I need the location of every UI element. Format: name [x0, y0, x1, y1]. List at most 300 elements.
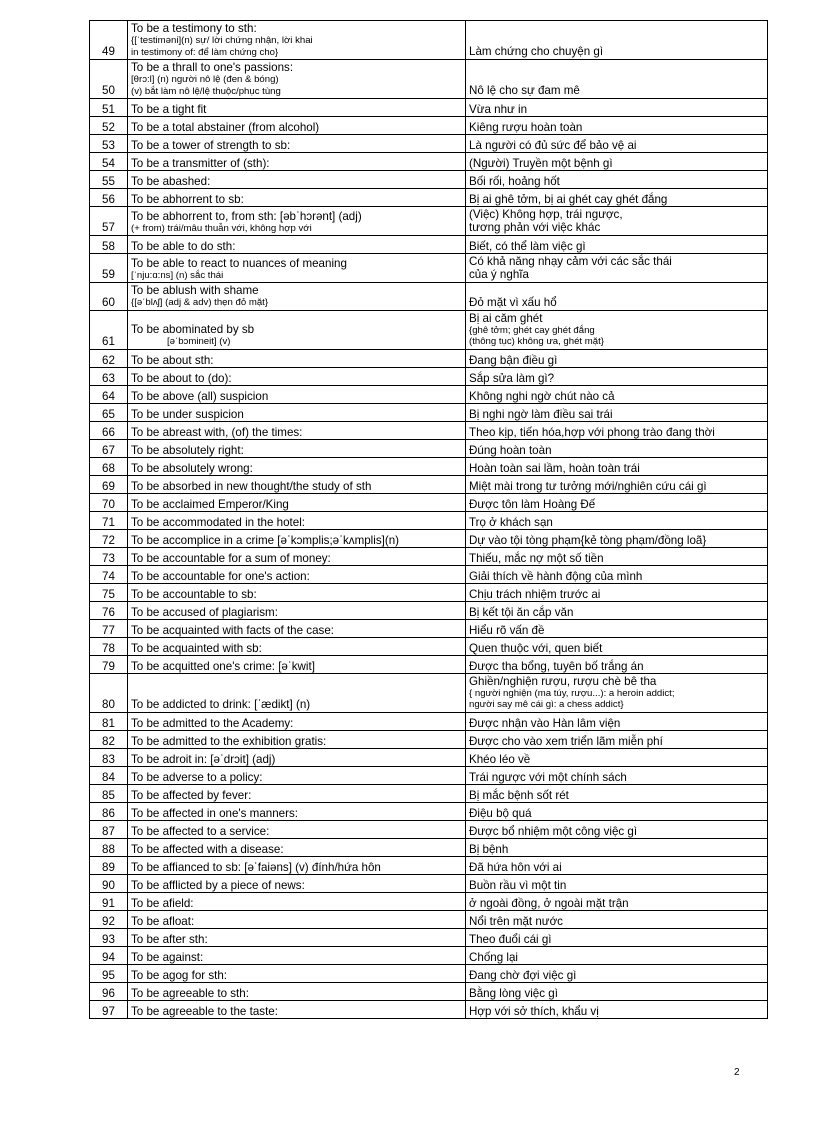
table-row: [90, 964, 768, 982]
english-phrase-cell: [128, 439, 466, 457]
vietnamese-meaning-line: Theo đuổi cái gì: [469, 932, 552, 946]
english-phrase-cell: [128, 385, 466, 403]
vietnamese-meaning-line: Hoàn toàn sai lầm, hoàn toàn trái: [469, 461, 640, 475]
english-phrase-line: To be acquainted with facts of the case:: [131, 623, 335, 637]
vietnamese-meaning-line: Bị mắc bệnh sốt rét: [469, 788, 569, 802]
vietnamese-meaning-line: Đang bận điều gì: [469, 353, 558, 367]
row-number: 51: [90, 99, 128, 117]
english-phrase-line: To be above (all) suspicion: [131, 389, 269, 403]
row-number: 56: [90, 189, 128, 207]
english-phrase-cell: [128, 982, 466, 1000]
english-phrase-cell: [128, 421, 466, 439]
english-phrase-cell: [128, 673, 466, 712]
table-row: [90, 874, 768, 892]
table-row: [90, 928, 768, 946]
row-number: 65: [90, 403, 128, 421]
vietnamese-meaning-cell: [466, 99, 768, 117]
vietnamese-meaning-cell: [466, 673, 768, 712]
vietnamese-meaning-line: Được nhận vào Hàn lâm viện: [469, 716, 621, 730]
english-phrase-line: To be able to do sth:: [131, 240, 236, 253]
vietnamese-meaning-line: Được cho vào xem triển lãm miễn phí: [469, 734, 663, 748]
vietnamese-meaning-line: Hiểu rõ vấn đề: [469, 623, 545, 637]
vietnamese-meaning-cell: [466, 802, 768, 820]
english-phrase-line: To be a thrall to one's passions:: [131, 61, 294, 74]
vietnamese-meaning-cell: [466, 946, 768, 964]
english-phrase-line: To be against:: [131, 950, 204, 964]
table-row: [90, 784, 768, 802]
vietnamese-meaning-cell: [466, 892, 768, 910]
table-row: [90, 135, 768, 153]
vietnamese-meaning-cell: [466, 511, 768, 529]
row-number: 96: [90, 982, 128, 1000]
english-phrase-cell: [128, 153, 466, 171]
table-row: [90, 153, 768, 171]
table-row: [90, 946, 768, 964]
english-phrase-line: (+ from) trái/mâu thuẫn với, không hợp với: [131, 222, 312, 234]
vietnamese-meaning-line: Hợp với sở thích, khẩu vị: [469, 1004, 599, 1018]
vietnamese-meaning-line: Không nghi ngờ chút nào cả: [469, 389, 615, 403]
vietnamese-meaning-line: Miệt mài trong tư tưởng mới/nghiên cứu cái gì: [469, 479, 707, 493]
vietnamese-meaning-line: của ý nghĩa: [469, 268, 529, 281]
vietnamese-meaning-line: Là người có đủ sức để bảo vệ ai: [469, 139, 637, 152]
english-phrase-line: To be agog for sth:: [131, 968, 228, 982]
english-phrase-cell: [128, 712, 466, 730]
vietnamese-meaning-cell: [466, 1000, 768, 1018]
vietnamese-meaning-line: Dự vào tội tòng phạm{kẻ tòng phạm/đồng loã}: [469, 533, 707, 547]
english-phrase-line: To be accused of plagiarism:: [131, 605, 278, 619]
english-phrase-cell: [128, 928, 466, 946]
vietnamese-meaning-cell: [466, 619, 768, 637]
row-number: 49: [90, 21, 128, 60]
english-phrase-cell: [128, 349, 466, 367]
vietnamese-meaning-line: Trái ngược với một chính sách: [469, 770, 627, 784]
table-row: [90, 60, 768, 99]
vietnamese-meaning-cell: [466, 856, 768, 874]
vietnamese-meaning-cell: [466, 748, 768, 766]
vietnamese-meaning-line: Điệu bộ quá: [469, 806, 532, 820]
english-phrase-cell: [128, 171, 466, 189]
vietnamese-meaning-line: Có khả năng nhạy cảm với các sắc thái: [469, 255, 672, 268]
table-row: [90, 673, 768, 712]
row-number: 55: [90, 171, 128, 189]
vietnamese-meaning-cell: [466, 283, 768, 311]
table-row: [90, 547, 768, 565]
vietnamese-meaning-line: Buồn rầu vì một tin: [469, 878, 567, 892]
english-phrase-line: To be agreeable to the taste:: [131, 1004, 278, 1018]
english-phrase-cell: [128, 892, 466, 910]
vietnamese-meaning-cell: [466, 583, 768, 601]
vietnamese-meaning-cell: [466, 547, 768, 565]
row-number: 67: [90, 439, 128, 457]
english-phrase-line: To be abhorrent to, from sth: [əbˈhɔrənt] (adj): [131, 209, 362, 223]
english-phrase-cell: [128, 637, 466, 655]
row-number: 81: [90, 712, 128, 730]
row-number: 89: [90, 856, 128, 874]
english-phrase-line: To be afflicted by a piece of news:: [131, 878, 305, 892]
english-phrase-cell: [128, 60, 466, 99]
table-row: [90, 236, 768, 254]
row-number: 76: [90, 601, 128, 619]
english-phrase-cell: [128, 565, 466, 583]
row-number: 78: [90, 637, 128, 655]
english-phrase-cell: [128, 802, 466, 820]
row-number: 95: [90, 964, 128, 982]
vietnamese-meaning-cell: [466, 236, 768, 254]
row-number: 50: [90, 60, 128, 99]
english-phrase-line: To be ablush with shame: [131, 284, 259, 297]
english-phrase-cell: [128, 529, 466, 547]
english-phrase-cell: [128, 475, 466, 493]
english-phrase-line: in testimony of: để làm chứng cho}: [131, 46, 279, 58]
table-row: [90, 856, 768, 874]
table-row: [90, 254, 768, 283]
english-phrase-line: To be adroit in: [əˈdrɔit] (adj): [131, 752, 276, 766]
vietnamese-meaning-cell: [466, 367, 768, 385]
english-phrase-cell: [128, 403, 466, 421]
table-row: [90, 349, 768, 367]
table-row: [90, 189, 768, 207]
page-number: 2: [734, 1067, 740, 1078]
vietnamese-meaning-line: Quen thuộc với, quen biết: [469, 641, 603, 655]
vietnamese-meaning-line: Ghiền/nghiện rượu, rượu chè bê tha: [469, 674, 657, 688]
table-row: [90, 838, 768, 856]
english-phrase-line: To be accomplice in a crime [əˈkɔmplis;əˈkʌmplis](n): [131, 533, 400, 547]
vietnamese-meaning-line: Bị ai ghê tởm, bị ai ghét cay ghét đắng: [469, 193, 668, 206]
vietnamese-meaning-line: Chịu trách nhiệm trước ai: [469, 587, 601, 601]
table-row: [90, 439, 768, 457]
english-phrase-line: To be absorbed in new thought/the study of sth: [131, 479, 372, 493]
vietnamese-meaning-cell: [466, 766, 768, 784]
english-phrase-cell: [128, 1000, 466, 1018]
vietnamese-meaning-cell: [466, 601, 768, 619]
english-phrase-cell: [128, 236, 466, 254]
vietnamese-meaning-line: Bị bệnh: [469, 842, 509, 856]
vietnamese-meaning-cell: [466, 310, 768, 349]
english-phrase-line: To be afield:: [131, 896, 194, 910]
vietnamese-meaning-cell: [466, 874, 768, 892]
vietnamese-meaning-line: Giải thích về hành động của mình: [469, 569, 643, 583]
english-phrase-line: [əˈbɔmineit] (v): [167, 336, 231, 347]
table-row: [90, 601, 768, 619]
english-phrase-line: To be able to react to nuances of meaning: [131, 256, 347, 270]
table-row: [90, 619, 768, 637]
vietnamese-meaning-cell: [466, 117, 768, 135]
vietnamese-meaning-cell: [466, 637, 768, 655]
english-phrase-line: To be a tower of strength to sb:: [131, 139, 291, 152]
english-phrase-line: To be a tight fit: [131, 103, 207, 116]
table-row: [90, 1000, 768, 1018]
row-number: 93: [90, 928, 128, 946]
vietnamese-meaning-cell: [466, 457, 768, 475]
table-row: [90, 457, 768, 475]
english-phrase-line: To be affianced to sb: [əˈfaiəns] (v) đính/hứa hôn: [131, 860, 381, 874]
vietnamese-meaning-line: Đúng hoàn toàn: [469, 443, 552, 457]
english-phrase-line: To be affected in one's manners:: [131, 806, 298, 820]
row-number: 90: [90, 874, 128, 892]
english-phrase-cell: [128, 493, 466, 511]
english-phrase-line: To be affected with a disease:: [131, 842, 284, 856]
vietnamese-meaning-cell: [466, 565, 768, 583]
vietnamese-meaning-line: Đang chờ đợi việc gì: [469, 968, 577, 982]
table-row: [90, 820, 768, 838]
vietnamese-meaning-cell: [466, 529, 768, 547]
vietnamese-meaning-line: Bối rối, hoảng hốt: [469, 175, 560, 188]
vietnamese-meaning-line: Bị ai căm ghét: [469, 311, 543, 325]
vietnamese-meaning-line: Bị nghi ngờ làm điều sai trái: [469, 407, 613, 421]
row-number: 57: [90, 207, 128, 236]
english-phrase-cell: [128, 784, 466, 802]
vietnamese-meaning-line: Trọ ở khách sạn: [469, 515, 553, 529]
english-phrase-line: To be abhorrent to sb:: [131, 193, 244, 206]
vietnamese-meaning-cell: [466, 135, 768, 153]
table-row: [90, 565, 768, 583]
english-phrase-cell: [128, 619, 466, 637]
row-number: 60: [90, 283, 128, 311]
row-number: 70: [90, 493, 128, 511]
row-number: 97: [90, 1000, 128, 1018]
vietnamese-meaning-cell: [466, 254, 768, 283]
table-row: [90, 99, 768, 117]
row-number: 80: [90, 673, 128, 712]
english-phrase-cell: [128, 547, 466, 565]
vietnamese-meaning-line: Bị kết tội ăn cắp văn: [469, 605, 574, 619]
vietnamese-meaning-line: Chống lại: [469, 950, 518, 964]
row-number: 66: [90, 421, 128, 439]
english-phrase-line: To be acquitted one's crime: [əˈkwit]: [131, 659, 315, 673]
row-number: 83: [90, 748, 128, 766]
vietnamese-meaning-cell: [466, 910, 768, 928]
english-phrase-line: {[əˈblʌʃ] (adj & adv) thẹn đỏ mặt}: [131, 297, 269, 308]
english-phrase-line: {[ˈtestiməni](n) sự/ lời chứng nhận, lời khai: [131, 35, 313, 46]
english-phrase-line: To be a testimony to sth:: [131, 22, 257, 35]
english-phrase-line: To be under suspicion: [131, 407, 244, 421]
vietnamese-meaning-line: (thông tục) không ưa, ghét mặt}: [469, 336, 604, 347]
english-phrase-line: To be a total abstainer (from alcohol): [131, 121, 320, 134]
vietnamese-meaning-cell: [466, 421, 768, 439]
row-number: 88: [90, 838, 128, 856]
english-phrase-cell: [128, 99, 466, 117]
vietnamese-meaning-line: Kiêng rượu hoàn toàn: [469, 121, 583, 134]
vietnamese-meaning-cell: [466, 153, 768, 171]
english-phrase-cell: [128, 820, 466, 838]
vietnamese-meaning-line: Bằng lòng việc gì: [469, 986, 558, 1000]
table-row: [90, 21, 768, 60]
vietnamese-meaning-cell: [466, 655, 768, 673]
table-row: [90, 511, 768, 529]
english-phrase-cell: [128, 511, 466, 529]
table-row: [90, 421, 768, 439]
table-row: [90, 403, 768, 421]
english-phrase-cell: [128, 583, 466, 601]
vietnamese-meaning-cell: [466, 207, 768, 236]
row-number: 69: [90, 475, 128, 493]
table-row: [90, 583, 768, 601]
english-phrase-line: To be affected by fever:: [131, 788, 252, 802]
vietnamese-meaning-cell: [466, 439, 768, 457]
table-row: [90, 283, 768, 311]
vietnamese-meaning-line: Nô lệ cho sự đam mê: [469, 84, 580, 97]
row-number: 68: [90, 457, 128, 475]
english-phrase-line: (v) bắt làm nô lệ/lệ thuộc/phục tùng: [131, 85, 281, 97]
english-phrase-line: To be affected to a service:: [131, 824, 270, 838]
vietnamese-meaning-line: người say mê cái gì: a chess addict}: [469, 699, 624, 710]
english-phrase-cell: [128, 189, 466, 207]
english-phrase-cell: [128, 655, 466, 673]
vietnamese-meaning-cell: [466, 964, 768, 982]
english-phrase-line: To be absolutely wrong:: [131, 461, 253, 475]
table-row: [90, 529, 768, 547]
english-phrase-line: To be about to (do):: [131, 371, 232, 385]
vocabulary-sheet: [89, 20, 767, 1019]
vietnamese-meaning-cell: [466, 838, 768, 856]
table-row: [90, 892, 768, 910]
vietnamese-meaning-cell: [466, 171, 768, 189]
row-number: 92: [90, 910, 128, 928]
table-row: [90, 982, 768, 1000]
vietnamese-meaning-cell: [466, 385, 768, 403]
row-number: 74: [90, 565, 128, 583]
english-phrase-line: To be acclaimed Emperor/King: [131, 497, 289, 511]
vocabulary-table-body: [90, 21, 768, 1019]
english-phrase-line: To be accountable for one's action:: [131, 569, 310, 583]
vietnamese-meaning-cell: [466, 820, 768, 838]
vietnamese-meaning-cell: [466, 403, 768, 421]
vietnamese-meaning-line: tương phản với việc khác: [469, 221, 601, 234]
vietnamese-meaning-line: Biết, có thể làm việc gì: [469, 240, 586, 253]
english-phrase-cell: [128, 367, 466, 385]
table-row: [90, 367, 768, 385]
english-phrase-cell: [128, 207, 466, 236]
row-number: 52: [90, 117, 128, 135]
english-phrase-line: To be admitted to the exhibition gratis:: [131, 734, 327, 748]
vietnamese-meaning-line: {ghê tởm; ghét cay ghét đắng: [469, 324, 595, 336]
vietnamese-meaning-line: Theo kịp, tiến hóa,hợp với phong trào đang thời: [469, 425, 715, 439]
vietnamese-meaning-cell: [466, 475, 768, 493]
english-phrase-line: To be absolutely right:: [131, 443, 244, 457]
vietnamese-meaning-line: Được bổ nhiệm một công việc gì: [469, 824, 638, 838]
table-row: [90, 385, 768, 403]
row-number: 62: [90, 349, 128, 367]
english-phrase-line: To be after sth:: [131, 932, 208, 946]
english-phrase-line: To be admitted to the Academy:: [131, 716, 294, 730]
row-number: 79: [90, 655, 128, 673]
table-row: [90, 712, 768, 730]
english-phrase-line: To be adverse to a policy:: [131, 770, 263, 784]
row-number: 64: [90, 385, 128, 403]
row-number: 91: [90, 892, 128, 910]
table-row: [90, 310, 768, 349]
vocabulary-table: [89, 20, 768, 1019]
english-phrase-line: To be abominated by sb: [131, 323, 255, 336]
english-phrase-line: To be a transmitter of (sth):: [131, 157, 270, 170]
table-row: [90, 493, 768, 511]
vietnamese-meaning-cell: [466, 60, 768, 99]
english-phrase-cell: [128, 730, 466, 748]
vietnamese-meaning-line: Nổi trên mặt nước: [469, 914, 563, 928]
english-phrase-cell: [128, 283, 466, 311]
row-number: 73: [90, 547, 128, 565]
row-number: 71: [90, 511, 128, 529]
vietnamese-meaning-cell: [466, 189, 768, 207]
table-row: [90, 748, 768, 766]
row-number: 63: [90, 367, 128, 385]
vietnamese-meaning-line: Đã hứa hôn với ai: [469, 860, 562, 874]
row-number: 58: [90, 236, 128, 254]
row-number: 87: [90, 820, 128, 838]
vietnamese-meaning-line: ở ngoài đồng, ở ngoài mặt trận: [469, 896, 629, 910]
english-phrase-cell: [128, 946, 466, 964]
vietnamese-meaning-line: Sắp sửa làm gì?: [469, 371, 555, 385]
english-phrase-cell: [128, 310, 466, 349]
row-number: 82: [90, 730, 128, 748]
table-row: [90, 475, 768, 493]
row-number: 85: [90, 784, 128, 802]
vietnamese-meaning-cell: [466, 712, 768, 730]
table-row: [90, 637, 768, 655]
vietnamese-meaning-line: Khéo léo về: [469, 752, 531, 766]
vietnamese-meaning-line: (Việc) Không hợp, trái ngược,: [469, 208, 623, 221]
row-number: 75: [90, 583, 128, 601]
vietnamese-meaning-cell: [466, 21, 768, 60]
table-row: [90, 802, 768, 820]
english-phrase-cell: [128, 838, 466, 856]
english-phrase-cell: [128, 601, 466, 619]
row-number: 86: [90, 802, 128, 820]
english-phrase-line: To be accommodated in the hotel:: [131, 515, 306, 529]
english-phrase-cell: [128, 910, 466, 928]
english-phrase-cell: [128, 457, 466, 475]
table-row: [90, 171, 768, 189]
table-row: [90, 655, 768, 673]
english-phrase-cell: [128, 874, 466, 892]
row-number: 61: [90, 310, 128, 349]
vietnamese-meaning-cell: [466, 982, 768, 1000]
vietnamese-meaning-line: Được tha bổng, tuyên bố trắng án: [469, 659, 644, 673]
table-row: [90, 117, 768, 135]
english-phrase-line: To be abreast with, (of) the times:: [131, 425, 303, 439]
vietnamese-meaning-line: (Người) Truyền một bệnh gì: [469, 157, 613, 170]
english-phrase-cell: [128, 135, 466, 153]
vietnamese-meaning-cell: [466, 349, 768, 367]
english-phrase-line: To be agreeable to sth:: [131, 986, 249, 1000]
english-phrase-line: To be accountable to sb:: [131, 587, 257, 601]
table-row: [90, 766, 768, 784]
row-number: 77: [90, 619, 128, 637]
row-number: 94: [90, 946, 128, 964]
row-number: 84: [90, 766, 128, 784]
english-phrase-cell: [128, 748, 466, 766]
english-phrase-cell: [128, 856, 466, 874]
vietnamese-meaning-cell: [466, 784, 768, 802]
english-phrase-line: To be abashed:: [131, 175, 211, 188]
english-phrase-cell: [128, 964, 466, 982]
english-phrase-line: To be acquainted with sb:: [131, 641, 262, 655]
english-phrase-line: [ˈnju:ɑ:ns] (n) sắc thái: [131, 269, 224, 281]
row-number: 72: [90, 529, 128, 547]
row-number: 59: [90, 254, 128, 283]
row-number: 54: [90, 153, 128, 171]
english-phrase-cell: [128, 254, 466, 283]
english-phrase-line: [θrɔ:l] (n) người nô lệ (đen & bóng): [131, 74, 279, 85]
vietnamese-meaning-line: Thiếu, mắc nợ một số tiền: [469, 551, 604, 565]
table-row: [90, 207, 768, 236]
vietnamese-meaning-cell: [466, 928, 768, 946]
english-phrase-cell: [128, 21, 466, 60]
english-phrase-line: To be afloat:: [131, 914, 195, 928]
english-phrase-line: To be about sth:: [131, 353, 214, 367]
table-row: [90, 910, 768, 928]
english-phrase-cell: [128, 766, 466, 784]
